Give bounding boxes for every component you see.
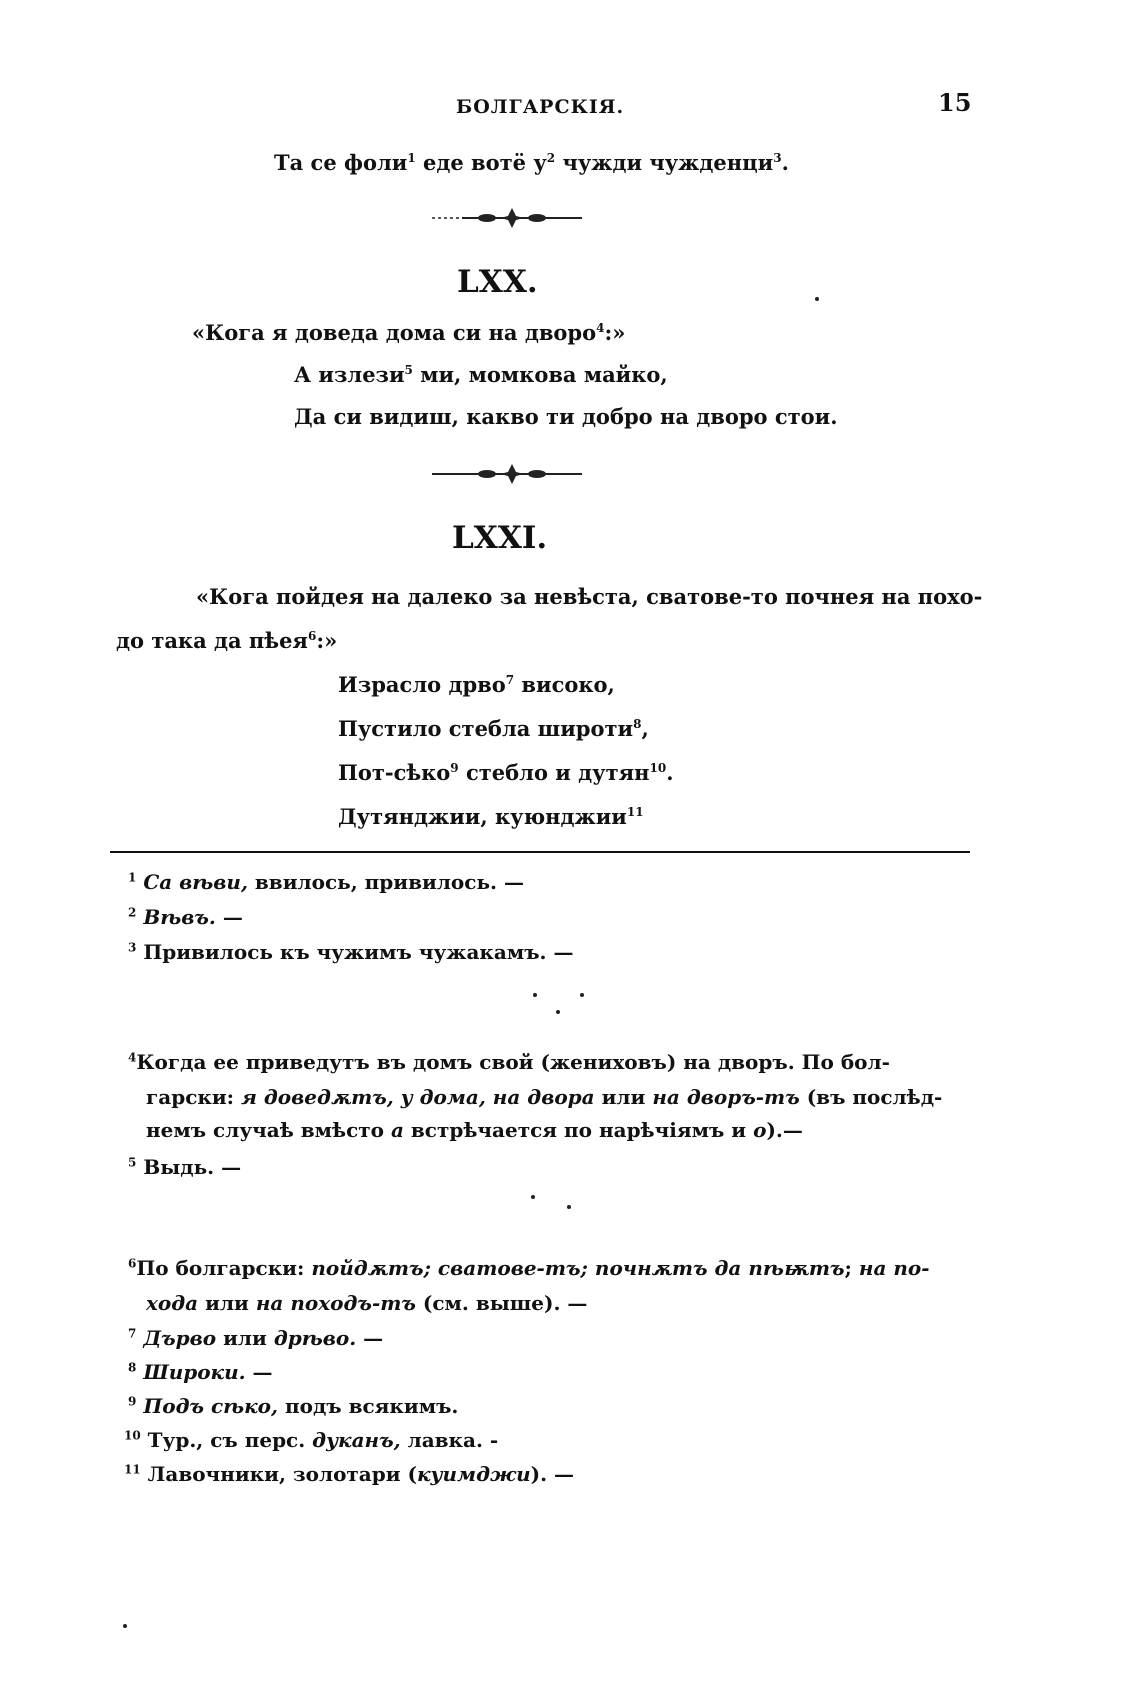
song70-number: LXX. (457, 264, 538, 300)
footnote-4-line-1: $^4$Когда ее приведутъ въ домъ свой (жениховъ) на дворъ. По бол- (128, 1050, 890, 1074)
ink-speck (580, 993, 584, 997)
song71-line-2: Пустило стебла широти$^8$, (338, 716, 649, 741)
footnote-4-line-2: гарски: я доведѫтъ, у дома, на двора или на дворъ-тъ (въ послѣд- (146, 1085, 943, 1109)
footnote-11: $^{11}$ Лавочники, золотари (куимджи). — (124, 1462, 575, 1486)
footnote-3: $^3$ Привилось къ чужимъ чужакамъ. — (128, 940, 574, 964)
ink-speck (556, 1010, 560, 1014)
footnote-5: $^5$ Выдь. — (128, 1155, 242, 1179)
song71-line-3: Пот-сѣко$^9$ стебло и дутян$^{10}$. (338, 760, 674, 785)
ink-speck (533, 993, 537, 997)
ink-speck (567, 1205, 571, 1209)
footnote-4-line-3: немъ случаѣ вмѣсто а встрѣчается по нарѣчіямъ и о).— (146, 1118, 803, 1142)
page-number: 15 (938, 88, 972, 117)
ink-speck (531, 1195, 535, 1199)
song71-line-4: Дутянджии, куюнджии$^{11}$ (338, 804, 644, 829)
footnote-10: $^{10}$ Тур., съ перс. дуканъ, лавка. - (124, 1428, 499, 1452)
song71-number: LXXI. (452, 520, 548, 556)
song70-line-2: А излези$^5$ ми, момкова майко, (294, 362, 668, 387)
ink-speck (123, 1624, 127, 1628)
song70-intro: «Кога я доведа дома си на дворо$^4$:» (192, 320, 626, 345)
footnote-1: $^1$ Са вѣви, ввилось, привилось. — (128, 870, 524, 894)
song71-intro-line-1: «Кога пойдея на далеко за невѣста, сватове-то почнея на похо- (196, 584, 983, 609)
footnote-2: $^2$ Вѣвъ. — (128, 905, 243, 929)
song70-line-3: Да си видиш, какво ти добро на дворо стои. (294, 404, 838, 429)
ink-speck (815, 297, 819, 301)
ornament-divider (432, 206, 592, 230)
ornament-divider (432, 462, 592, 486)
footnote-8: $^8$ Широки. — (128, 1360, 273, 1384)
song69-last-line: Та се фоли$^1$ еде вотё $у^2$ чужди чужденци$^3$. (274, 150, 789, 175)
footnote-6-line-1: $^6$По болгарски: пойдѫтъ; сватове-тъ; почнѫтъ да пѣѭтъ; на по- (128, 1256, 930, 1280)
footnote-rule (110, 851, 970, 853)
running-header: БОЛГАРСКІЯ. (456, 96, 625, 118)
song71-intro-line-2: до така да пѣея$^6$:» (116, 628, 338, 653)
footnote-9: $^9$ Подъ сѣко, подъ всякимъ. (128, 1394, 459, 1418)
song71-line-1: Израсло дрво$^7$ високо, (338, 672, 615, 697)
footnote-7: $^7$ Дърво или дрѣво. — (128, 1326, 384, 1350)
footnote-6-line-2: хода или на походъ-тъ (см. выше). — (146, 1291, 588, 1315)
